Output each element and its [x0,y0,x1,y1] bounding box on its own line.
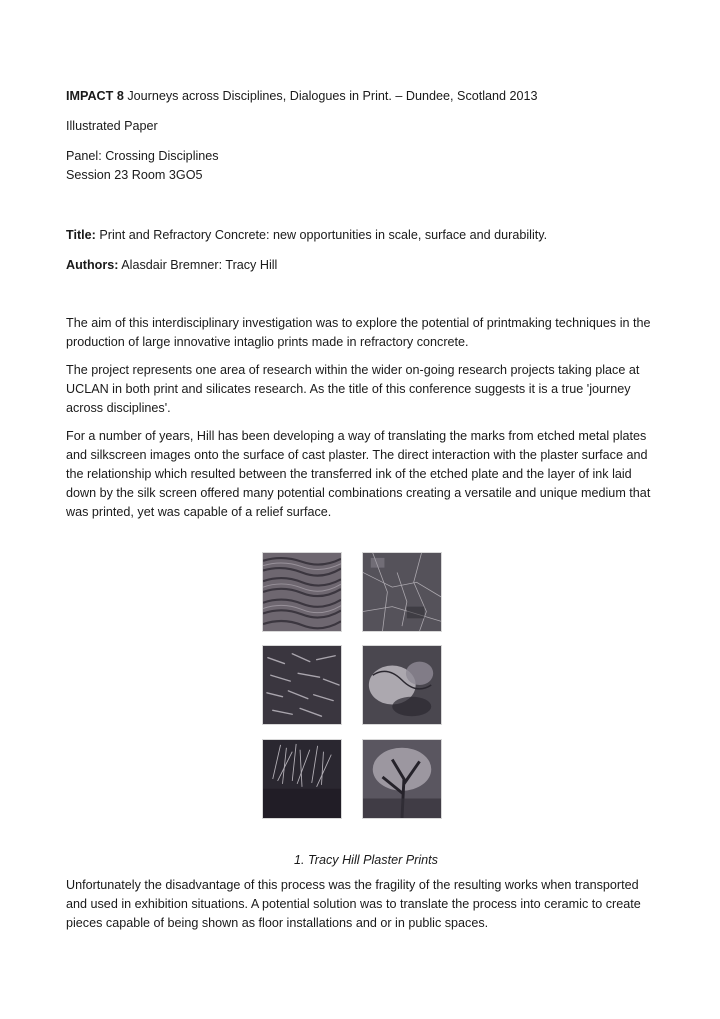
paragraph-disadvantage: Unfortunately the disadvantage of this process was the fragility of the resulting works when transported and used in exhibition situations. A potential solution was to translate the process into ceramic to create pieces capable of being shown as floor installations and or in public spaces. [66,878,641,930]
paragraph-aim: The aim of this interdisciplinary investigation was to explore the potential of printmaking techniques in the production of large innovative intaglio prints made in refractory concrete. [66,316,651,349]
paper-type: Illustrated Paper [66,119,158,133]
conference-details: Journeys across Disciplines, Dialogues in Print. – Dundee, Scotland 2013 [127,89,538,103]
plaster-print-grass [262,739,342,819]
panel-line: Panel: Crossing Disciplines [66,149,219,163]
plaster-print-tree [362,739,442,819]
authors-line [66,256,277,275]
plaster-print-streaks [262,645,342,725]
session-line: Session 23 Room 3GO5 [66,168,203,182]
authors-text: Alasdair Bremner: Tracy Hill [121,258,278,272]
title-text: Print and Refractory Concrete: new opportunities in scale, surface and durability. [99,228,548,242]
conference-line [66,87,538,106]
authors-label: Authors: [66,258,119,272]
conference-name: IMPACT 8 [66,89,124,103]
figure-caption: 1. Tracy Hill Plaster Prints [294,853,438,867]
paragraph-process: For a number of years, Hill has been developing a way of translating the marks from etched metal plates and silkscreen images onto the surface of cast plaster. The direct interaction with the plaster surface and the relationship which resulted between the transferred ink of the etched plate and the layer of ink laid down by the silk screen offered many potential combinations creating a versatile and unique medium that was printed, yet was capable of a relief surface. [66,429,651,519]
plaster-print-rock [362,645,442,725]
plaster-print-crackle [362,552,442,632]
plaster-print-ripples [262,552,342,632]
title-line [66,226,547,245]
paragraph-project: The project represents one area of research within the wider on-going research projects taking place at UCLAN in both print and silicates research. As the title of this conference suggests it is a true 'journey across disciplines'. [66,363,640,415]
title-label: Title: [66,228,96,242]
